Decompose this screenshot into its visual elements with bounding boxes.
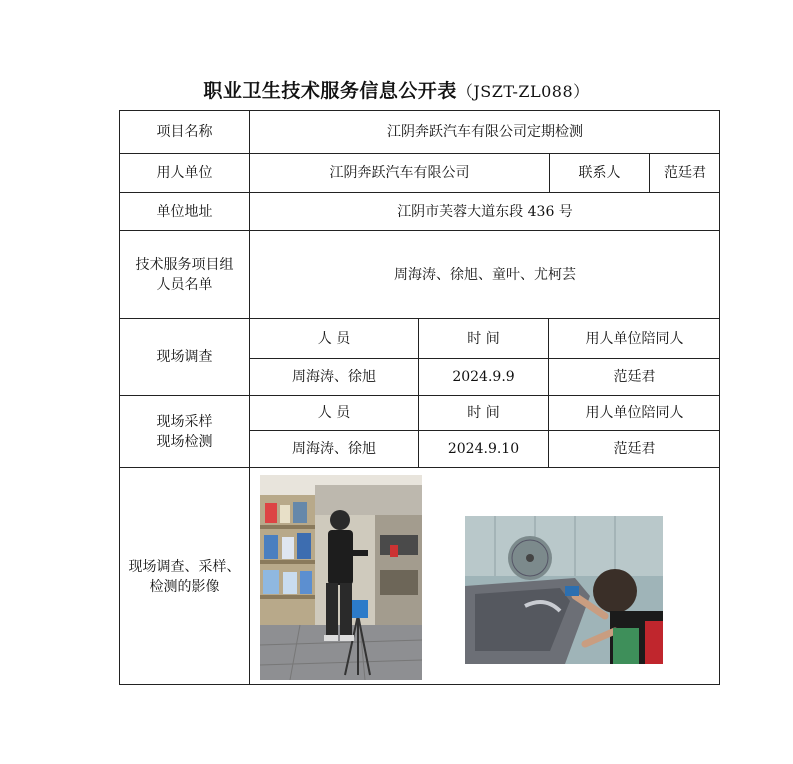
images-label (119, 467, 249, 685)
title-code: （JSZT-ZL088） (456, 82, 590, 101)
project-name-label: 项目名称 (119, 110, 249, 153)
survey-col-staff: 人 员 (249, 318, 418, 358)
survey-time: 2024.9.9 (418, 358, 548, 395)
sampling-time: 2024.9.10 (418, 430, 548, 467)
sampling-label (119, 395, 249, 467)
spray-booth-detection-photo (465, 516, 663, 664)
team-label (119, 230, 249, 318)
employer-value: 江阴奔跃汽车有限公司 (249, 153, 549, 192)
team-label-line2: 人员名单 (156, 276, 213, 293)
project-name-value: 江阴奔跃汽车有限公司定期检测 (249, 110, 720, 153)
employer-label: 用人单位 (119, 153, 249, 192)
contact-label: 联系人 (549, 153, 649, 192)
address-label: 单位地址 (119, 192, 249, 230)
sampling-label-line2: 现场检测 (156, 433, 213, 450)
workshop-sampling-photo (260, 475, 422, 680)
title-text: 职业卫生技术服务信息公开表 (203, 80, 457, 102)
sampling-escort: 范廷君 (548, 430, 720, 467)
sampling-label-line1: 现场采样 (156, 413, 213, 430)
contact-value: 范廷君 (649, 153, 720, 192)
sampling-col-staff: 人 员 (249, 395, 418, 430)
survey-escort: 范廷君 (548, 358, 720, 395)
images-label-line2: 检测的影像 (149, 578, 220, 595)
sampling-col-time: 时 间 (418, 395, 548, 430)
survey-col-escort: 用人单位陪同人 (548, 318, 720, 358)
sampling-staff: 周海涛、徐旭 (249, 430, 418, 467)
team-value: 周海涛、徐旭、童叶、尤柯芸 (249, 230, 720, 318)
address-value: 江阴市芙蓉大道东段 436 号 (249, 192, 720, 230)
sampling-col-escort: 用人单位陪同人 (548, 395, 720, 430)
survey-staff: 周海涛、徐旭 (249, 358, 418, 395)
images-label-line1: 现场调查、采样、 (128, 558, 241, 575)
team-label-line1: 技术服务项目组 (135, 256, 234, 273)
page-title (0, 76, 793, 103)
survey-col-time: 时 间 (418, 318, 548, 358)
survey-label: 现场调查 (119, 318, 249, 395)
